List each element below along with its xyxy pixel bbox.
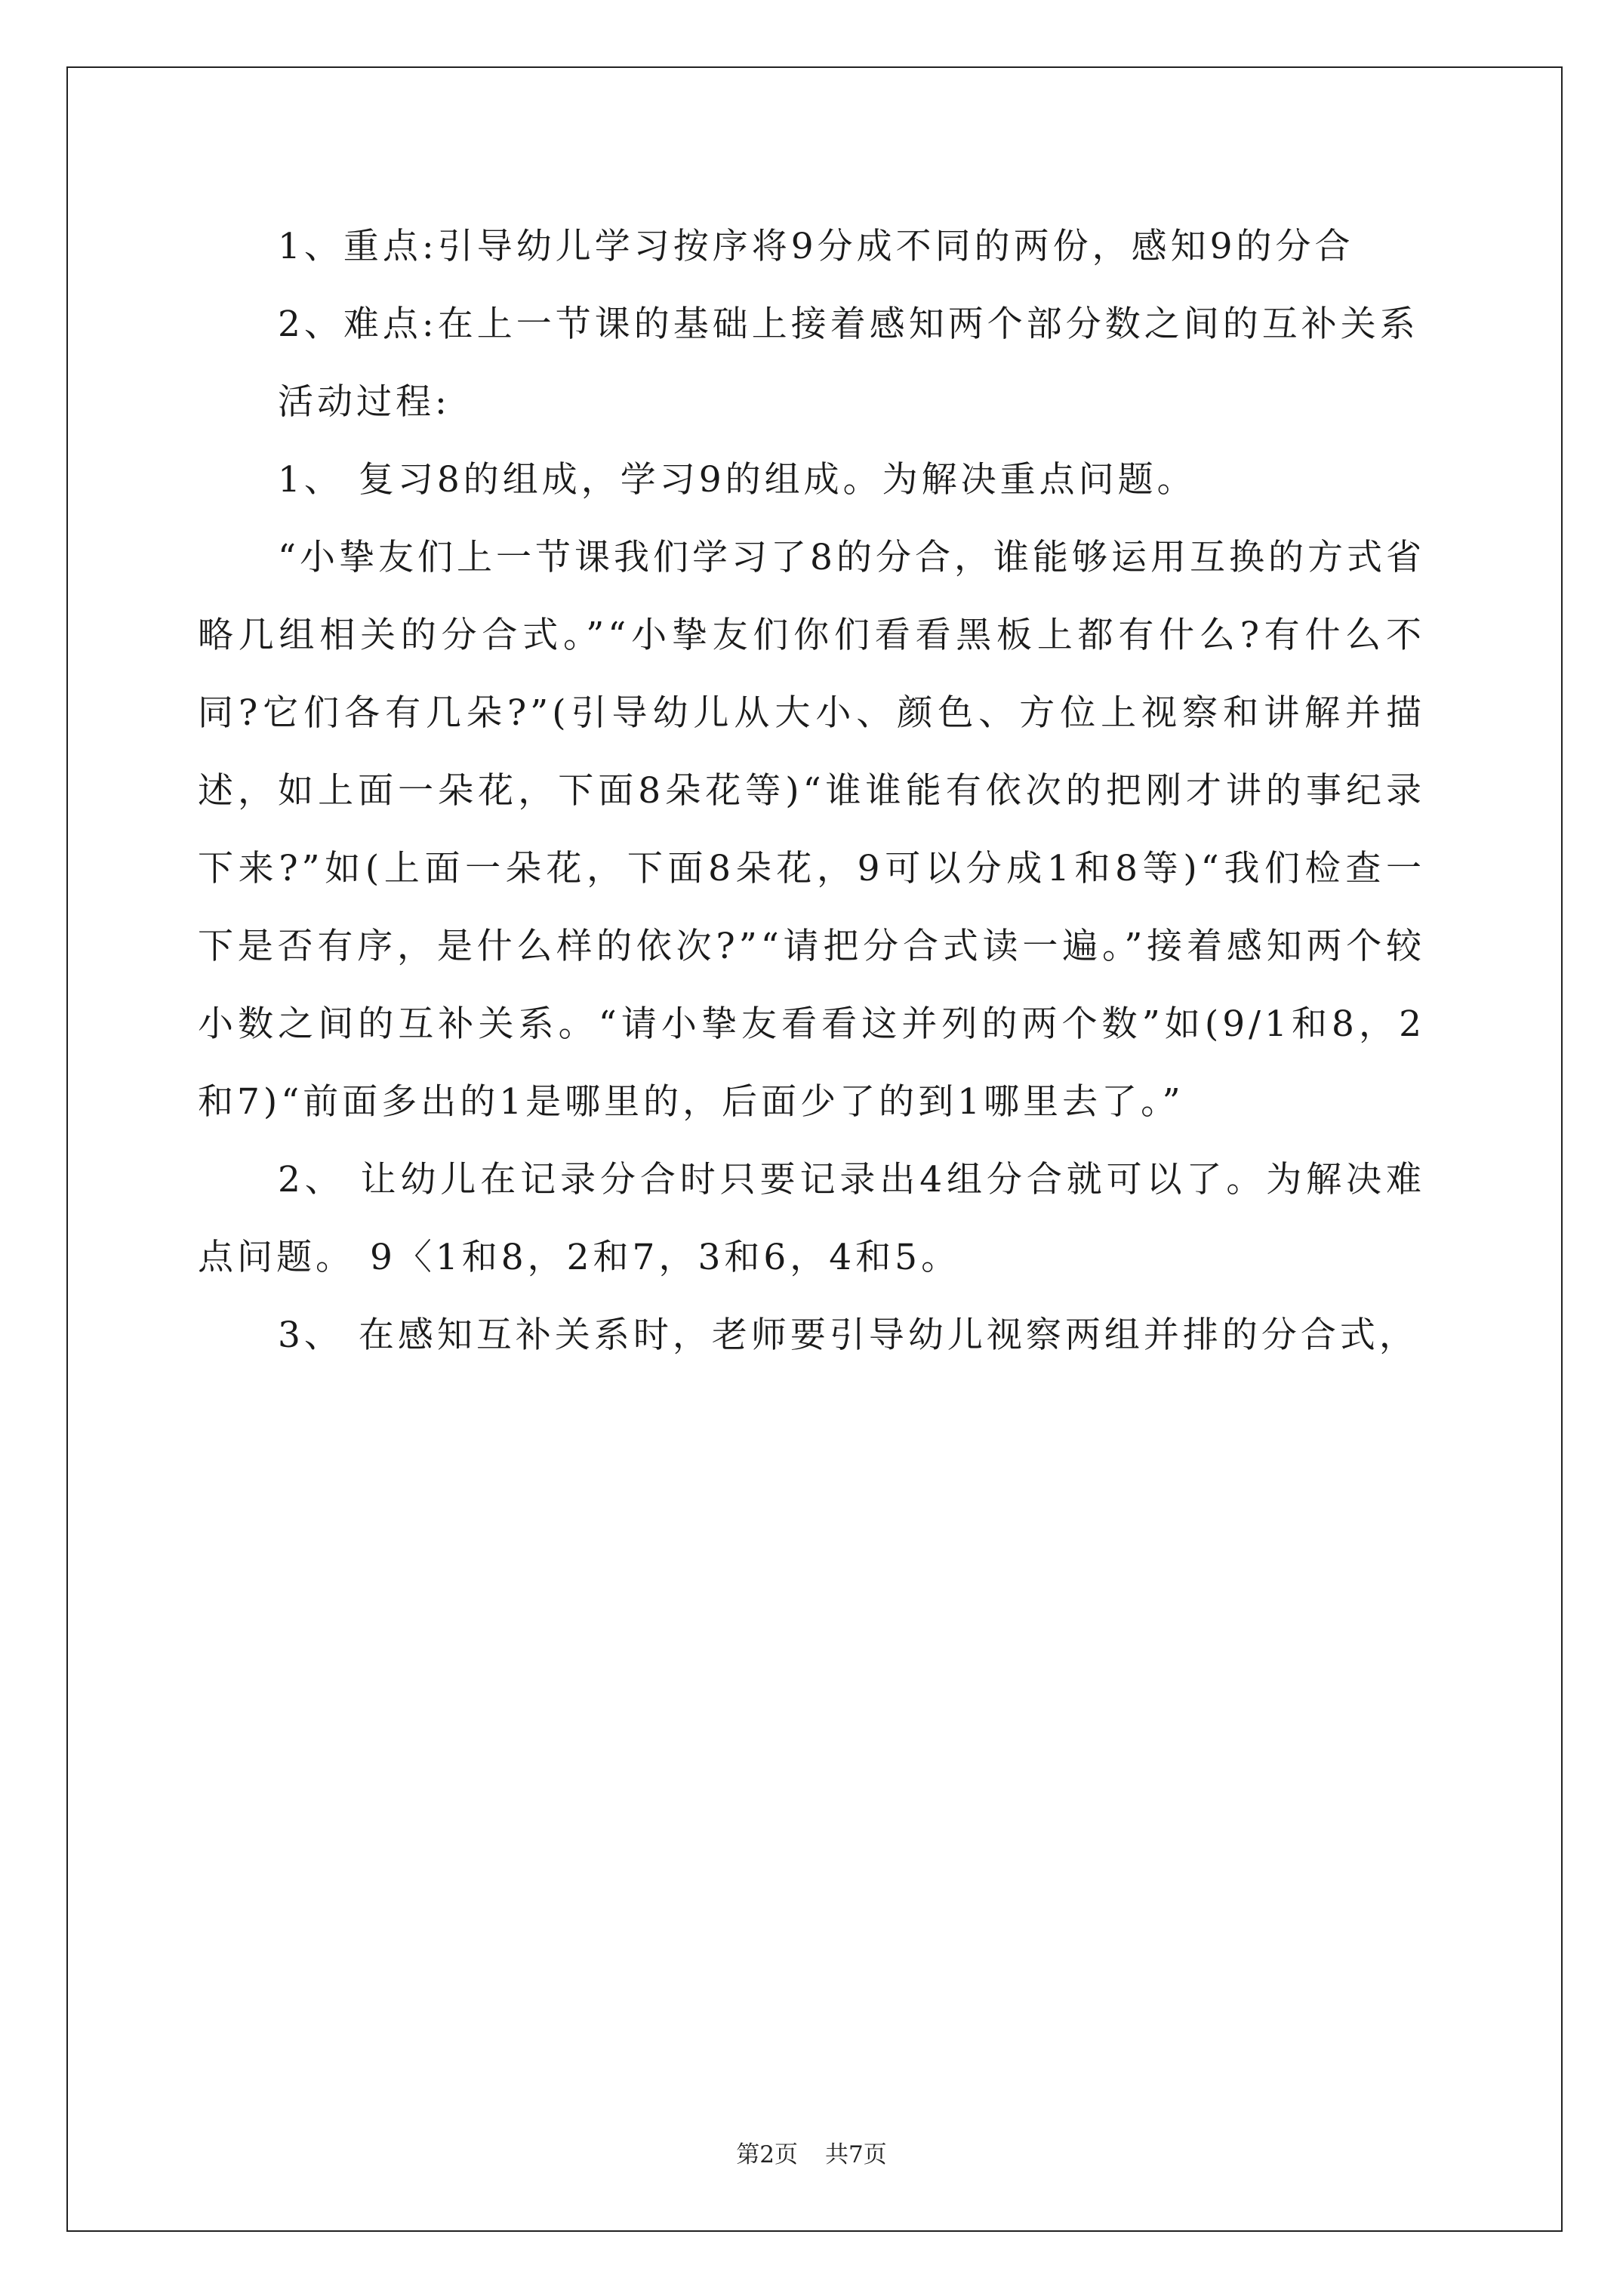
paragraph-activity-heading: 活动过程: — [278, 381, 451, 423]
paragraph-step-1-dialogue: “小挚友们上一节课我们学习了8的分合，谁能够运用互换的方式省略几组相关的分合式。”“小挚友们你们看看黑板上都有什么?有什么不同?它们各有几朵?”(引导幼儿从大小、颜色、方位上视察和讲解并描述，如上面一朵花，下面8朵花等)“谁谁能有依次的把刚才讲的事纪录下来?”如(上面一朵花，下面8朵花，9可以分成1和8等)“我们检查一下是否有序，是什么样的依次?”“请把分合式读一遍。”接着感知两个较小数之间的互补关系。“请小挚友看看这并列的两个数”如(9/1和8，2和7)“前面多出的1是哪里的，后面少了的到1哪里去了。” — [198, 537, 1425, 1123]
paragraph-step-1: 1、 复习8的组成，学习9的组成。为解决重点问题。 — [278, 459, 1196, 501]
paragraph-key-point: 1、重点:引导幼儿学习按序将9分成不同的两份，感知9的分合 — [278, 226, 1354, 267]
paragraph-step-3: 3、 在感知互补关系时，老师要引导幼儿视察两组并排的分合式， — [278, 1314, 1418, 1356]
paragraph-difficult-point: 2、难点:在上一节课的基础上接着感知两个部分数之间的互补关系 — [278, 304, 1419, 345]
document-body — [198, 208, 1425, 1374]
page-footer — [0, 2135, 1623, 2169]
page-number: 第2页 — [736, 2141, 798, 2168]
paragraph-step-2: 2、 让幼儿在记录分合时只要记录出4组分合就可以了。为解决难点问题。 9〈1和8，2和7，3和6，4和5。 — [198, 1159, 1425, 1278]
page-total: 共7页 — [825, 2141, 887, 2168]
